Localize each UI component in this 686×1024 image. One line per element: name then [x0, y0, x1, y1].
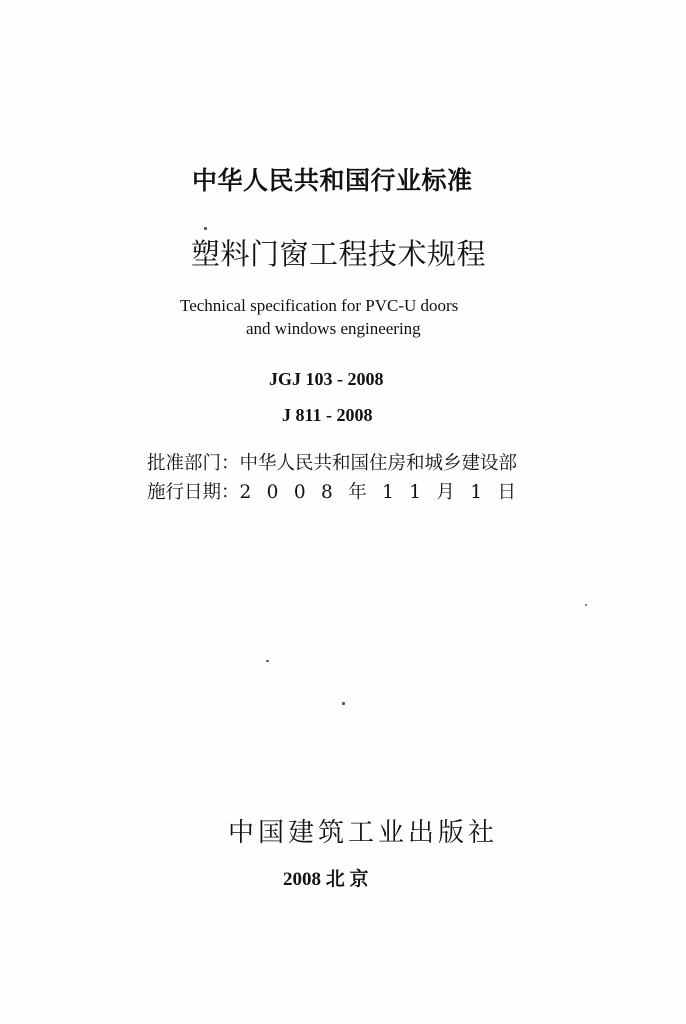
scan-speck [342, 702, 345, 705]
document-title: 塑料门窗工程技术规程 [191, 237, 487, 271]
effective-date-row [147, 484, 531, 503]
approval-row [147, 455, 517, 474]
scan-speck [266, 660, 269, 662]
publisher-name: 中国建筑工业出版社 [228, 818, 499, 848]
scan-speck [204, 227, 207, 230]
publication-year-place: 2008 北 京 [283, 869, 369, 890]
record-code: J 811 - 2008 [282, 405, 373, 425]
english-title-line-1: Technical specification for PVC-U doors [180, 296, 459, 315]
standard-heading: 中华人民共和国行业标准 [192, 166, 473, 195]
english-title-line-2: and windows engineering [246, 319, 421, 338]
approval-label: 批准部门： [147, 453, 240, 474]
effective-date-label: 施行日期： [147, 482, 240, 503]
approval-value: 中华人民共和国住房和城乡建设部 [239, 453, 518, 474]
effective-date-value: 2008年11月1日 [239, 482, 532, 503]
standard-code: JGJ 103 - 2008 [269, 369, 384, 389]
scan-speck [585, 604, 587, 606]
